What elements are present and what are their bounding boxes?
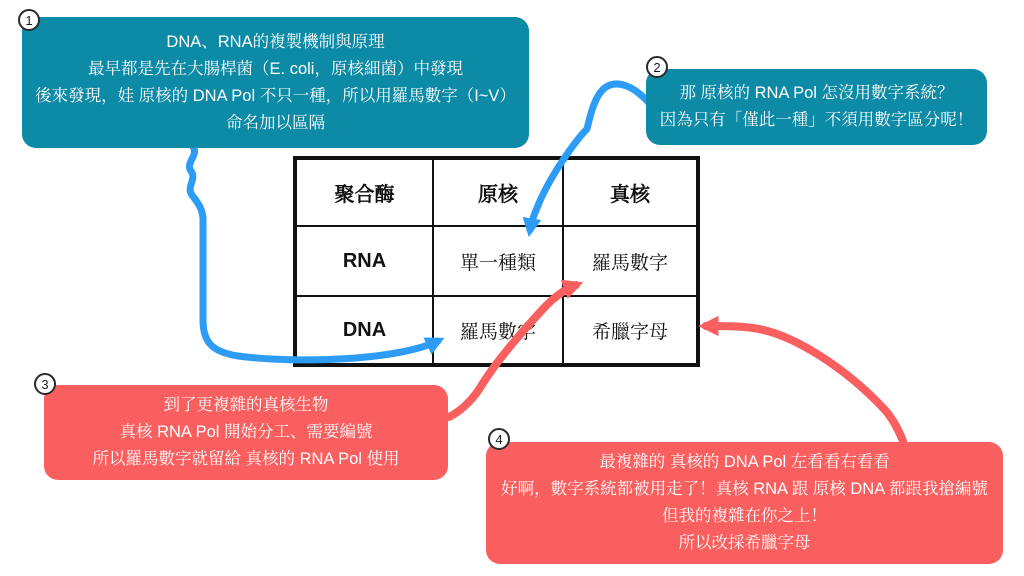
cell-rna-eukaryote: 羅馬數字 <box>563 226 697 296</box>
callout-2-badge: 2 <box>646 56 668 78</box>
callout-2-line: 那 原核的 RNA Pol 怎沒用數字系統？ <box>679 84 954 102</box>
callout-1-badge: 1 <box>18 9 40 31</box>
callout-3-line: 到了更複雜的真核生物 <box>163 396 329 414</box>
callout-3 <box>44 385 448 480</box>
callout-4-line: 好啊，數字系統都被用走了！真核 RNA 跟 原核 DNA 都跟我搶編號 <box>501 480 988 498</box>
callout-3-line: 所以羅馬數字就留給 真核的 RNA Pol 使用 <box>92 450 400 468</box>
callout-3-badge: 3 <box>34 373 56 395</box>
row-label-dna: DNA <box>296 296 433 364</box>
callout-2-line: 因為只有「僅此一種」不須用數字區分呢！ <box>659 111 974 129</box>
callout-4-line: 所以改採希臘字母 <box>678 534 811 552</box>
cell-dna-eukaryote: 希臘字母 <box>563 296 697 364</box>
callout-4-badge: 4 <box>488 428 510 450</box>
header-cell-eukaryote: 真核 <box>563 159 697 226</box>
callout-1-line: DNA、RNA的複製機制與原理 <box>166 32 385 51</box>
arrow-4-callout4-to-dna-eukaryote <box>706 326 903 441</box>
callout-3-line: 真核 RNA Pol 開始分工、需要編號 <box>119 423 373 441</box>
callout-4-line: 但我的複雜在你之上！ <box>662 507 827 525</box>
callout-1-line: 後來發現，娃 原核的 DNA Pol 不只一種，所以用羅馬數字（I~V） <box>35 86 516 105</box>
callout-4-line: 最複雜的 真核的 DNA Pol 左看看右看看 <box>599 453 890 471</box>
cell-rna-prokaryote: 單一種類 <box>433 226 563 296</box>
callout-1-line: 最早都是先在大腸桿菌（E. coli，原核細菌）中發現 <box>88 59 463 78</box>
callout-1-line: 命名加以區隔 <box>226 113 325 132</box>
header-cell-prokaryote: 原核 <box>433 159 563 226</box>
header-cell-polymerase: 聚合酶 <box>296 159 433 226</box>
row-label-rna: RNA <box>296 226 433 296</box>
callout-1 <box>22 17 529 148</box>
callout-2 <box>646 69 987 145</box>
cell-dna-prokaryote: 羅馬數字 <box>433 296 563 364</box>
polymerase-table <box>293 156 700 367</box>
callout-4 <box>486 442 1003 564</box>
